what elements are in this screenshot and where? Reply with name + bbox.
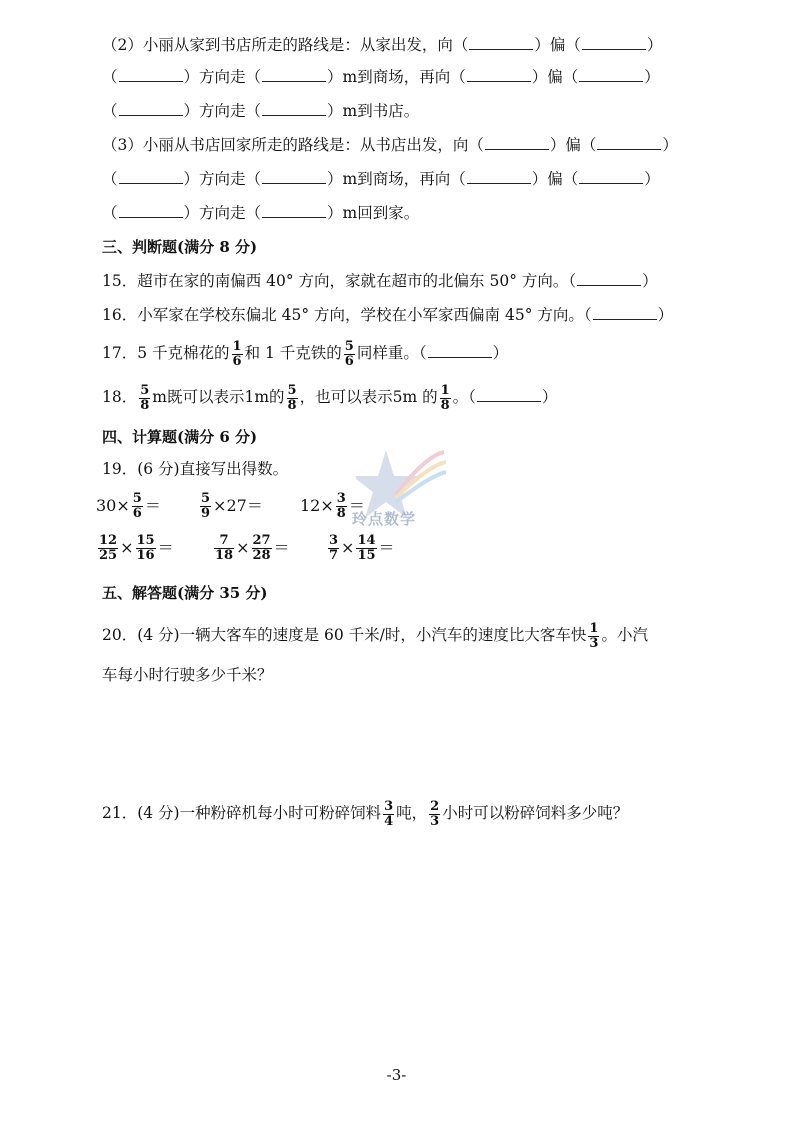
fraction: $\frac{1}{6}$ [232,338,242,369]
q20-line1: 20．(4 分)一辆大客车的速度是 60 千米/时，小汽车的速度比大客车快 $\frac{1}{3}$ 。小汽 [102,620,648,651]
fraction: $\frac{14}{15}$ [357,533,376,563]
q3-line3: （ ）方向走（ ）m回到家。 [102,204,420,222]
calc-6: $\frac{3}{7}$ × $\frac{14}{15}$ ＝ [329,533,395,563]
answer-blank[interactable] [262,171,326,184]
answer-blank[interactable] [467,171,531,184]
answer-blank[interactable] [469,37,533,50]
q2-line1: （2）小丽从家到书店所走的路线是：从家出发，向（ ）偏（ ） [102,36,663,54]
answer-blank[interactable] [577,273,641,286]
q3-line2: （ ）方向走（ ）m到商场，再向（ ）偏（ ） [102,170,660,188]
fraction: $\frac{3}{4}$ [384,798,394,829]
section-calculation-title: 四、计算题(满分 6 分) [102,428,258,446]
answer-blank[interactable] [119,205,183,218]
q19-title: 19．(6 分)直接写出得数。 [102,460,289,478]
answer-blank[interactable] [119,171,183,184]
answer-blank[interactable] [477,389,541,402]
q2-line2: （ ）方向走（ ）m到商场，再向（ ）偏（ ） [102,68,660,86]
q15: 15．超市在家的南偏西 40° 方向，家就在超市的北偏东 50° 方向。（ ） [102,272,658,290]
answer-blank[interactable] [119,69,183,82]
fraction: $\frac{2}{3}$ [430,798,440,829]
answer-blank[interactable] [428,345,492,358]
calc-4: $\frac{12}{25}$ × $\frac{15}{16}$ ＝ [99,533,174,563]
q2-line3: （ ）方向走（ ）m到书店。 [102,102,420,120]
watermark-text: 玲点数学 [352,510,417,528]
answer-blank[interactable] [579,171,643,184]
answer-blank[interactable] [262,103,326,116]
fraction: $\frac{5}{8}$ [287,382,297,413]
section-judgement-title: 三、判断题(满分 8 分) [102,238,258,256]
fraction: $\frac{3}{8}$ [336,491,346,521]
answer-blank[interactable] [582,37,646,50]
answer-blank[interactable] [597,137,661,150]
calc-2: $\frac{5}{9}$ ×27＝ [201,491,263,521]
fraction: $\frac{5}{6}$ [344,338,354,369]
answer-blank[interactable] [262,69,326,82]
fraction: $\frac{1}{3}$ [589,620,599,651]
fraction: $\frac{1}{8}$ [440,382,450,413]
fraction: $\frac{5}{6}$ [132,491,142,521]
answer-blank[interactable] [119,103,183,116]
answer-blank[interactable] [262,205,326,218]
fraction: $\frac{12}{25}$ [99,533,118,563]
answer-blank[interactable] [485,137,549,150]
fraction: $\frac{15}{16}$ [136,533,155,563]
fraction: $\frac{5}{9}$ [201,491,211,521]
fraction: $\frac{27}{28}$ [252,533,271,563]
calc-5: $\frac{7}{18}$ × $\frac{27}{28}$ ＝ [215,533,290,563]
answer-blank[interactable] [467,69,531,82]
q3-line1: （3）小丽从书店回家所走的路线是：从书店出发，向（ ）偏（ ） [102,136,678,154]
answer-blank[interactable] [593,307,657,320]
page-number: -3- [386,1066,407,1084]
fraction: $\frac{5}{8}$ [140,382,150,413]
answer-blank[interactable] [579,69,643,82]
fraction: $\frac{7}{18}$ [215,533,234,563]
calc-1: 30× $\frac{5}{6}$ ＝ [96,491,161,521]
q20-line2: 车每小时行驶多少千米？ [102,666,273,684]
section-solution-title: 五、解答题(满分 35 分) [102,584,268,602]
calc-3: 12× $\frac{3}{8}$ ＝ [300,491,365,521]
q16: 16．小军家在学校东偏北 45° 方向，学校在小军家西偏南 45° 方向。（ ） [102,306,674,324]
q21: 21．(4 分)一种粉碎机每小时可粉碎饲料 $\frac{3}{4}$ 吨， $\frac{2}{3}$ 小时可以粉碎饲料多少吨？ [102,798,629,829]
q18: 18． $\frac{5}{8}$ m既可以表示1m的 $\frac{5}{8}$ ，也可以表示5m 的 $\frac{1}{8}$ 。（ ） [102,382,558,413]
fraction: $\frac{3}{7}$ [329,533,339,563]
q17: 17．5 千克棉花的 $\frac{1}{6}$ 和 1 千克铁的 $\frac{5}{6}$ 同样重。（ ） [102,338,509,369]
